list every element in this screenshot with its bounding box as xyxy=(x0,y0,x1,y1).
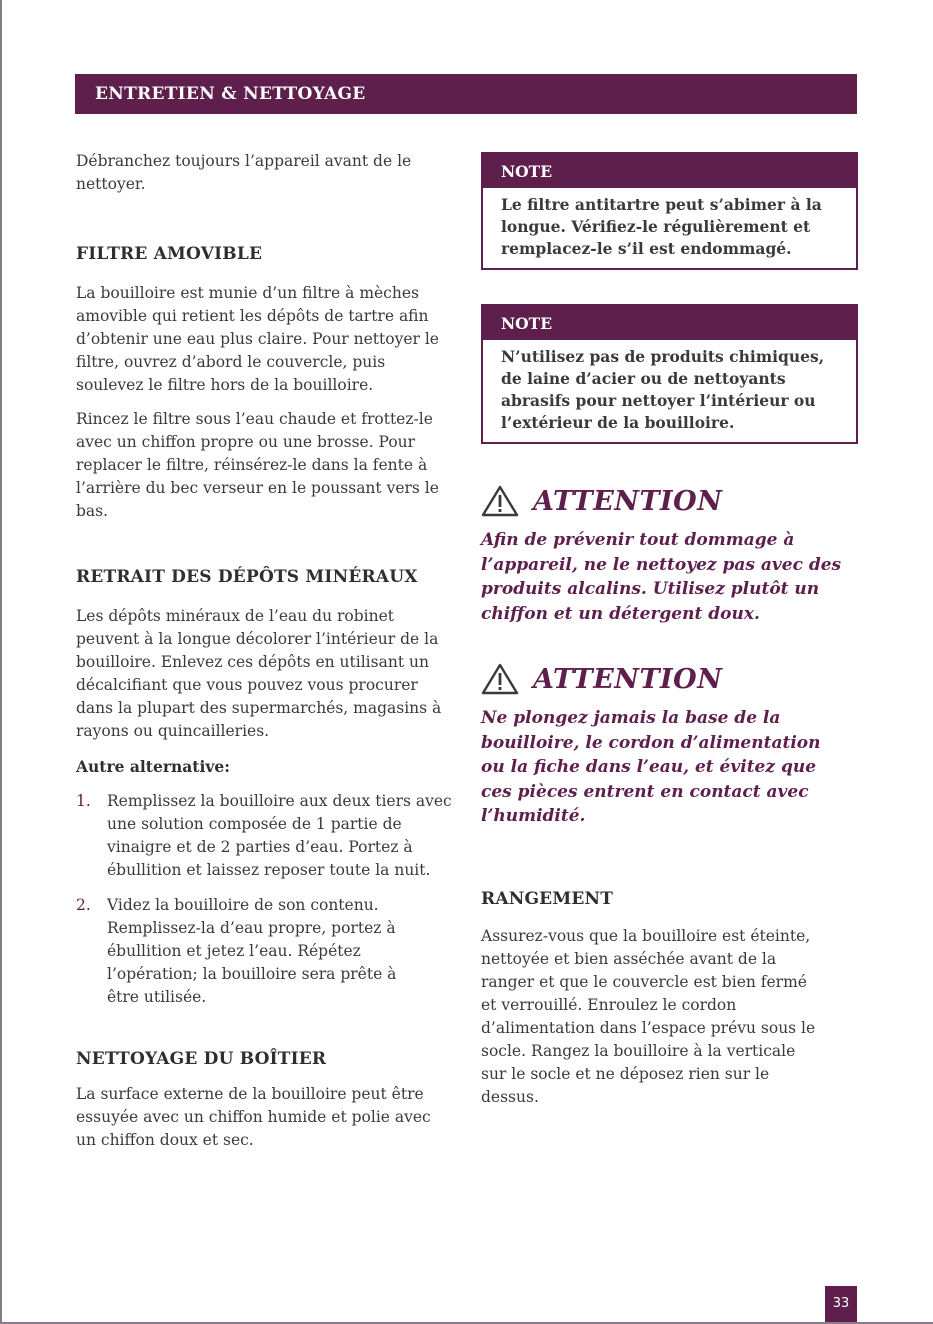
filter-paragraph-2: Rincez le filtre sous l’eau chaude et frottez-le avec un chiffon propre ou une brosse. Pour replacer le filtre, réinsérez-le dans la fente à l’arrière du bec verseur en le poussant vers le bas. xyxy=(76,410,439,520)
warning-title-row xyxy=(481,484,858,518)
storage-heading: RANGEMENT xyxy=(481,888,614,909)
warning-block xyxy=(481,662,858,829)
filter-heading: FILTRE AMOVIBLE xyxy=(76,244,263,264)
section-title-bar xyxy=(75,74,857,114)
note-text: Le filtre antitartre peut s’abimer à la longue. Vérifiez-le régulièrement et remplacez-le s’il est endommagé. xyxy=(501,195,822,258)
page-number: 33 xyxy=(825,1286,857,1322)
warning-title-row xyxy=(481,662,858,696)
section-title: ENTRETIEN & NETTOYAGE xyxy=(95,84,366,104)
warning-title: ATTENTION xyxy=(533,485,723,517)
filter-paragraph-1: La bouilloire est munie d’un filtre à mèches amovible qui retient les dépôts de tartre afin d’obtenir une eau plus claire. Pour nettoyer le filtre, ouvrez d’abord le couvercle, puis soulevez le filtre hors de la bouilloire. xyxy=(76,284,439,394)
warning-triangle-icon xyxy=(481,484,519,518)
housing-paragraph: La surface externe de la bouilloire peut être essuyée avec un chiffon humide et polie avec un chiffon doux et sec. xyxy=(76,1085,431,1149)
warning-block xyxy=(481,484,858,626)
housing-heading: NETTOYAGE DU BOÎTIER xyxy=(76,1049,327,1069)
warning-title: ATTENTION xyxy=(533,663,723,695)
step-text: Videz la bouilloire de son contenu. Remplissez-la d’eau propre, portez à ébullition et jetez l’eau. Répétez l’opération; la bouilloire sera prête à être utilisée. xyxy=(107,896,397,1006)
storage-paragraph: Assurez-vous que la bouilloire est éteinte, nettoyée et bien asséchée avant de la ranger et que le couvercle est bien fermé et verrouillé. Enroulez le cordon d’alimentation dans l’espace prévu sous le socle. Rangez la bouilloire à la verticale sur le socle et ne déposez rien sur le dessus. xyxy=(481,926,816,1106)
step-number: 2. xyxy=(76,896,91,914)
note-box xyxy=(481,304,858,444)
mineral-heading: RETRAIT DES DÉPÔTS MINÉRAUX xyxy=(76,567,418,587)
step-text: Remplissez la bouilloire aux deux tiers avec une solution composée de 1 partie de vinaigre et de 2 parties d’eau. Portez à ébullition et laissez reposer toute la nuit. xyxy=(107,792,452,879)
warning-triangle-icon xyxy=(481,662,519,696)
warning-text: Afin de prévenir tout dommage à l’appareil, ne le nettoyez pas avec des produits alcalins. Utilisez plutôt un chiffon et un détergent doux. xyxy=(481,530,842,624)
left-column xyxy=(76,150,456,1152)
right-column xyxy=(481,152,858,1109)
note-text: N’utilisez pas de produits chimiques, de laine d’acier ou de nettoyants abrasifs pour nettoyer l’intérieur ou l’extérieur de la bouilloire. xyxy=(501,347,825,432)
alternative-heading: Autre alternative: xyxy=(76,757,230,776)
descaling-steps xyxy=(76,790,456,1009)
mineral-paragraph: Les dépôts minéraux de l’eau du robinet peuvent à la longue décolorer l’intérieur de la bouilloire. Enlevez ces dépôts en utilisant un décalcifiant que vous pouvez vous procurer dans la plupart des supermarchés, magasins à rayons ou quincailleries. xyxy=(76,607,442,740)
step-number: 1. xyxy=(76,792,91,810)
note-title: NOTE xyxy=(483,306,856,340)
intro-text: Débranchez toujours l’appareil avant de le nettoyer. xyxy=(76,152,412,193)
list-item xyxy=(76,894,421,1009)
warning-text: Ne plongez jamais la base de la bouilloire, le cordon d’alimentation ou la fiche dans l’eau, et évitez que ces pièces entrent en contact avec l’humidité. xyxy=(481,708,821,826)
note-box xyxy=(481,152,858,270)
list-item xyxy=(76,790,454,882)
note-title: NOTE xyxy=(483,154,856,188)
